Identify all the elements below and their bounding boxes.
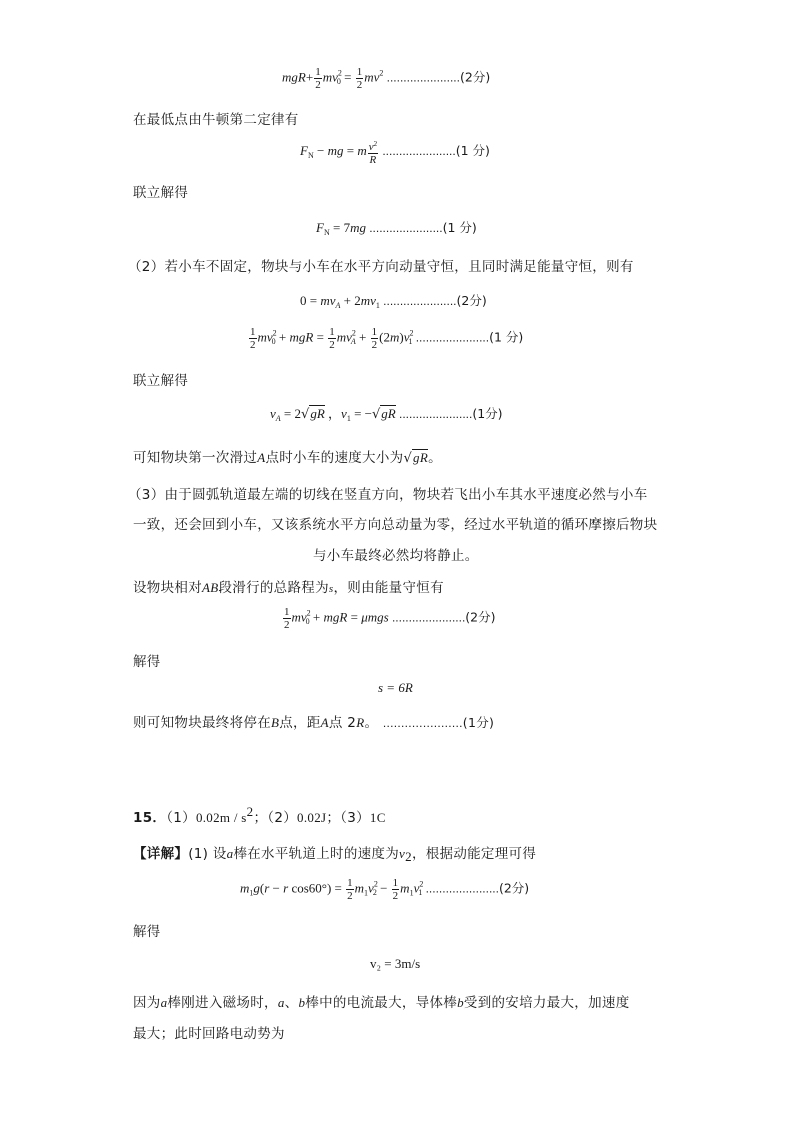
score-label: (2分) (459, 69, 491, 85)
leader-dots: ...................... (425, 881, 499, 896)
leader-dots: ...................... (383, 294, 457, 308)
text-detail-intro: 【详解】(1) 设a棒在水平轨道上时的速度为$v_2$，根据动能定理可得 (133, 846, 537, 864)
text-total-distance: 设物块相对AB段滑行的总路程为s，则由能量守恒有 (133, 580, 444, 596)
equation-work-energy-theorem: $m_1g(r - r$ cos60°) = $\frac{1}{2}$ $m_1v^2_2$ − $\frac{1}{2}$ $m_1v^2_1$ ......................(2分) (240, 877, 530, 902)
text-solve-3: 解得 (133, 654, 161, 670)
leader-dots: ...................... (382, 716, 463, 730)
text-part-2: （2）若小车不固定，物块与小车在水平方向动量守恒，且同时满足能量守恒，则有 (128, 259, 634, 275)
text-solve-4: 解得 (133, 924, 161, 940)
text-part-3-line-2: 一致，还会回到小车，又该系统水平方向总动量为零，经过水平轨道的循环摩擦后物块 (133, 517, 658, 533)
equation-momentum-conservation: $0 = mv_A + 2mv_1$ ......................(2分) (300, 293, 487, 310)
equation-v2-result: v₂ = 3m/s (370, 956, 421, 971)
equation-velocities: $v_A = 2√gR$ ，$v_1 = -√gR$ ......................(1分) (270, 406, 503, 423)
detail-tag: 【详解】 (133, 846, 189, 862)
equation-friction-energy: $\frac{1}{2}$ $mv^2_0$ + mgR = μmgs ......................(2分) (284, 606, 496, 631)
text-cart-speed: 可知物块第一次滑过A点时小车的速度大小为√gR。 (133, 450, 442, 466)
score-label: (1 分) (455, 142, 490, 158)
question-15-answers: 15．$(1)0.02m / s^2$；（2）0.02J；（3）1C (133, 804, 386, 826)
leader-dots: ...................... (398, 407, 473, 421)
score-label: (1分) (472, 406, 503, 421)
score-label: (2分) (465, 609, 496, 625)
text-part-3-line-3: 与小车最终必然均将静止。 (313, 548, 479, 564)
text-solve-together-2: 联立解得 (133, 373, 189, 389)
score-label: (2分) (456, 293, 487, 308)
equation-distance-result: s = 6R (378, 680, 413, 695)
text-part-3-line-1: （3）由于圆弧轨道最左端的切线在竖直方向，物块若飞出小车其水平速度必然与小车 (128, 487, 648, 503)
equation-newton-second-law: $F_N$ − mg = m $\frac{v^2}{R}$ ......................(1 分) (300, 140, 490, 166)
score-label: (1 分) (489, 329, 524, 345)
score-label: (2分) (498, 880, 530, 896)
leader-dots: ...................... (369, 221, 443, 235)
leader-dots: ...................... (415, 330, 490, 345)
score-label: (1分) (462, 715, 495, 730)
leader-dots: ...................... (391, 610, 466, 625)
text-final-position: 则可知物块最终将停在B点，距A点 2R。 ......................(1分) (133, 715, 495, 731)
equation-normal-force: $F_N = 7mg$ ......................(1 分) (316, 220, 477, 237)
text-because-line-1: 因为a棒刚进入磁场时，a、b棒中的电流最大，导体棒b受到的安培力最大，加速度 (133, 995, 630, 1011)
text-lowest-point: 在最低点由牛顿第二定律有 (133, 112, 299, 128)
equation-energy-conservation: mgR+ $\frac{1}{2}$ $mv^2_0$ = $\frac{1}{2}$ $mv^2$ ......................(2分) (282, 66, 491, 91)
text-because-line-2: 最大；此时回路电动势为 (133, 1026, 285, 1042)
text-solve-together: 联立解得 (133, 185, 189, 201)
leader-dots: ...................... (382, 143, 456, 158)
leader-dots: ...................... (386, 70, 460, 85)
equation-energy-with-cart: $\frac{1}{2}$ $mv^2_0$ + mgR = $\frac{1}{2}$ $mv^2_A$ + $\frac{1}{2}$ $(2m)v^2_1$ ......................(1 分) (250, 326, 524, 351)
score-label: (1 分) (442, 220, 477, 235)
